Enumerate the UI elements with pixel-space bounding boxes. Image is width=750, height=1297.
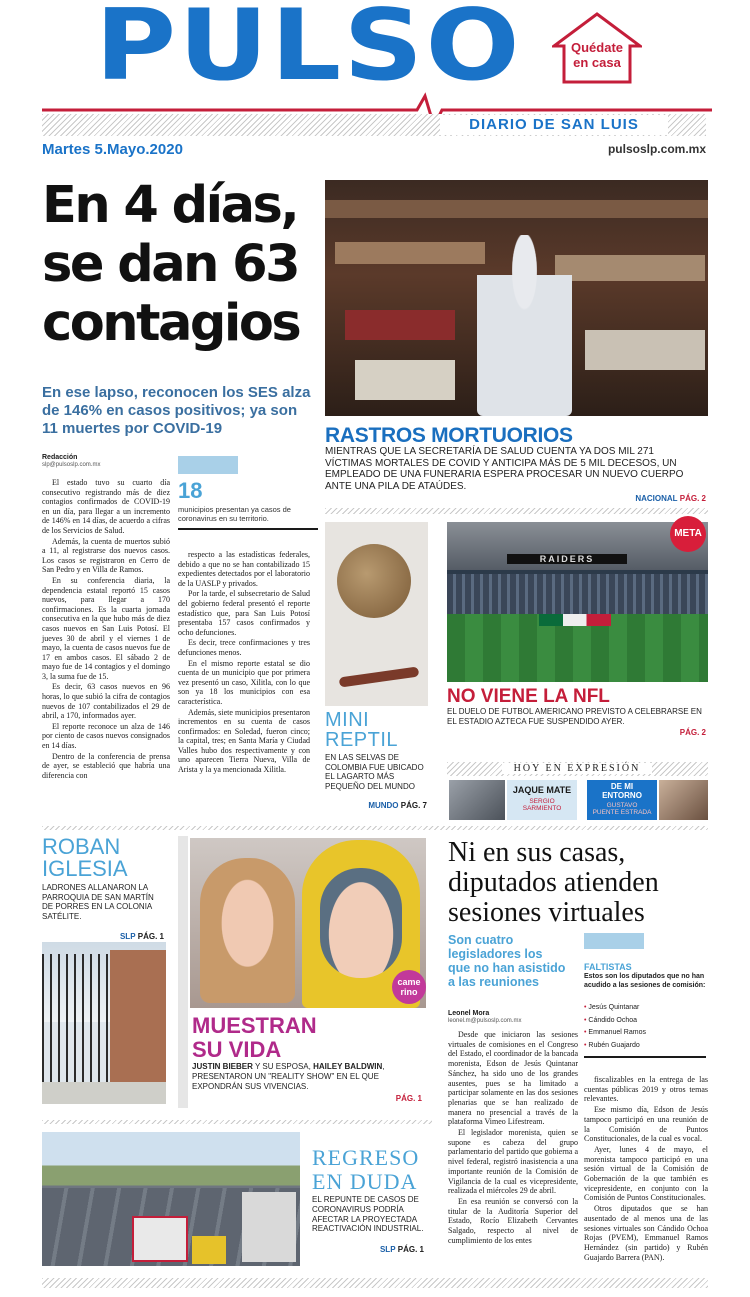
reptil-photo <box>325 522 428 706</box>
paragraph: El reporte reconoce un alza de 146 por ciento de casos nuevos consignados en 14 días. <box>42 721 170 751</box>
paragraph: El legislador morenista, quien se supone es cabeza del grupo parlamentario del partido que gobierna a nivel federal, registró inasistencia a una importante reunión de la Comisión de Vigilancia de la cual es vicepresidente, realizada el miércoles 29 de abril. <box>448 1128 578 1196</box>
rastros-title: RASTROS MORTUORIOS <box>325 424 573 447</box>
item-author: SARMIENTO <box>522 805 562 812</box>
nfl-page-ref[interactable] <box>600 728 706 737</box>
bus <box>192 1236 226 1264</box>
reptil-title-2: REPTIL <box>325 729 399 751</box>
regreso-page-ref[interactable] <box>312 1245 424 1254</box>
truck <box>132 1216 188 1262</box>
paragraph: En su conferencia diaria, la dependencia estatal reportó 15 casos nuevos, para llegar a 170 confirmaciones. Es la cuarta jornada consecutiva en la que hubo más de diez casos nuevos en San Luis Potosí. El jueves 30 de abril y el viernes 1 de mayo, la cuenta de casos nuevos fue de 17 en ambos casos. El sábado 2 de mayo fue de 14 contagios y el domingo 3, la suma fue de 15. <box>42 575 170 681</box>
faltista-item: • Cándido Ochoa <box>584 1016 638 1024</box>
diputados-deck: Son cuatro legisladores los que no han asistido a las reuniones <box>448 933 566 989</box>
man-face <box>320 868 402 978</box>
meta-badge: META <box>670 516 706 552</box>
vida-page-ref[interactable] <box>320 1094 422 1103</box>
lead-stat-text: municipios presentan ya casos de coronavirus en su territorio. <box>178 505 291 523</box>
faltista-name: Jesús Quintanar <box>588 1004 640 1011</box>
faltista-name: Emmanuel Ramos <box>588 1029 646 1036</box>
page-label: PÁG. 1 <box>397 1245 424 1254</box>
paragraph: Ese mismo día, Edson de Jesús tampoco participó en una reunión de la Comisión de Puntos Constitucionales, de la cual es vocal. <box>584 1105 708 1144</box>
lead-deck: En ese lapso, reconocen los SES alza de 146% en casos positivos; ya son 11 muertes por COVID-19 <box>42 384 311 437</box>
vida-title-2: SU VIDA <box>192 1037 282 1062</box>
nfl-title: NO VIENE LA NFL <box>447 686 610 707</box>
paragraph: Dentro de la conferencia de prensa de ayer, se estableció que habría una diferencia con <box>42 751 170 780</box>
iglesia-text: LADRONES ALLANARON LA PARROQUIA DE SAN MARTÍN DE PORRES EN LA COLONIA SATÉLITE. <box>42 883 154 921</box>
faltista-name: Cándido Ochoa <box>588 1016 638 1024</box>
lead-stat-bar <box>178 456 238 474</box>
diputados-byline-email: leonel.m@pulsoslp.com.mx <box>448 1018 522 1024</box>
lead-stat-number: 18 <box>178 478 203 503</box>
diputados-headline: Ni en sus casas, diputados atienden sesiones virtuales <box>448 837 659 928</box>
section-label: SLP <box>119 932 136 941</box>
paragraph: En esa reunión se conversó con la titular de la Auditoría Superior del Estado, Rocío Elizabeth Cervantes Salgado, respecto al nivel de cumplimiento de los entes <box>448 1196 578 1245</box>
iglesia-page-ref[interactable] <box>42 932 164 941</box>
faltista-item: • Rubén Guajardo <box>584 1041 640 1049</box>
iron-gate <box>42 954 112 1084</box>
text-fragment: Y SU ESPOSA, <box>252 1062 314 1071</box>
expresion-item-1[interactable] <box>507 780 577 820</box>
lead-stat-rule <box>178 528 318 530</box>
expresion-box <box>447 762 708 822</box>
divider <box>42 1120 432 1124</box>
expresion-item-2[interactable] <box>587 780 657 820</box>
text-name: HAILEY BALDWIN <box>313 1062 383 1071</box>
lead-byline-email: slp@pulsoslp.com.mx <box>42 462 101 468</box>
nfl-photo <box>447 522 708 682</box>
regreso-title-2: EN DUDA <box>312 1169 418 1194</box>
regreso-title-1: REGRESO <box>312 1145 420 1170</box>
coin <box>337 544 411 618</box>
trailer <box>242 1192 296 1262</box>
masthead-subtitle: DIARIO DE SAN LUIS <box>440 115 668 135</box>
badge-line2: rino <box>400 987 418 997</box>
faltistas-bar <box>584 933 644 949</box>
faltista-name: Rubén Guajardo <box>588 1041 640 1049</box>
rastros-page-ref[interactable] <box>540 494 706 503</box>
item-title: ENTORNO <box>602 791 642 800</box>
page-label: PÁG. 1 <box>395 1094 422 1103</box>
rastros-text: MIENTRAS QUE LA SECRETARÍA DE SALUD CUENTA YA DOS MIL 271 VÍCTIMAS MORTALES DE COVID Y ANTICIPA MÁS DE 5 MIL DECESOS, UN EMPLEADO DE UNA FUNERARIA ESPERA PROCESAR UN NUEVO CUERPO ANTE UNA PILA DE ATAÚDES. <box>325 446 684 492</box>
faltistas-intro: Estos son los diputados que no han acudido a las sesiones de comisión: <box>584 973 706 989</box>
item-author: PUENTE ESTRADA <box>592 809 652 816</box>
person-figure <box>477 235 572 416</box>
paragraph: Además, la cuenta de muertos subió a 11, al registrarse dos nuevos casos. Los casos se registraron en Cerro de San Pedro y en Villa de Ramos. <box>42 536 170 575</box>
text-fragment: , PRESENTARON UN "REALITY SHOW" EN EL QUE EXPONDRÁN SUS VIVENCIAS. <box>192 1062 385 1091</box>
woman-face <box>200 858 295 1003</box>
page-label: PÁG. 2 <box>679 728 706 737</box>
vida-photo <box>190 838 426 1008</box>
paragraph: En el mismo reporte estatal se dio cuenta de un municipio que por primera vez presentó un caso, Xilitla, con lo que son ya 18 los municipios con esa característica. <box>178 658 310 706</box>
iglesia-photo <box>42 942 166 1104</box>
reptil-text: EN LAS SELVAS DE COLOMBIA FUE UBICADO EL LAGARTO MÁS PEQUEÑO DEL MUNDO <box>325 753 424 791</box>
house-badge <box>552 12 642 84</box>
paragraph: Desde que iniciaron las sesiones virtuales de comisiones en el Congreso del Estado, el coordinador de la bancada morenista, Edson de Jesús Quintanar Sánchez, ha sido uno de los grandes ausentes, pues se ha limitado a participar solamente en las dos sesiones plenarias que se han realizado de manera no presencial a través de la plataforma Vimeo Lifestream. <box>448 1030 578 1127</box>
page-label: PÁG. 7 <box>400 801 427 810</box>
section-label: SLP <box>379 1245 396 1254</box>
section-label: MUNDO <box>368 801 399 810</box>
faltistas-title: FALTISTAS <box>584 962 632 972</box>
divider <box>325 508 708 514</box>
divider <box>42 826 708 830</box>
lead-headline: En 4 días, se dan 63 contagios <box>42 176 300 353</box>
vida-text <box>192 1062 422 1092</box>
item-author: GUSTAVO <box>606 802 638 809</box>
section-label: NACIONAL <box>635 494 678 503</box>
paragraph: fiscalizables en la entrega de las cuentas públicas 2019 y otros temas relevantes. <box>584 1075 708 1104</box>
regreso-text: EL REPUNTE DE CASOS DE CORONAVIRUS PODRÍA AFECTAR LA PROYECTADA REACTIVACIÓN INDUSTRIAL. <box>312 1195 424 1234</box>
paragraph: El estado tuvo su cuarto día consecutivo registrando más de diez contagios confirmados de COVID-19 en un día, para llegar a un incremento de 146% en 14 días, de acuerdo a cifras de los Servicios de Salud. <box>42 478 170 535</box>
paragraph: Otros diputados que se han ausentado de al menos una de las sesiones virtuales son Cándido Ochoa Rojas (PVEM), Emmanuel Ramos Hernández (sin partido) y Rubén Guajardo Barrera (PAN). <box>584 1204 708 1262</box>
faltista-item: • Jesús Quintanar <box>584 1004 640 1011</box>
item-author: SERGIO <box>529 798 555 805</box>
stadium-sign: RAIDERS <box>507 554 627 564</box>
vida-title-1: MUESTRAN <box>192 1013 317 1038</box>
site-link[interactable]: pulsoslp.com.mx <box>607 142 706 156</box>
paragraph: respecto a las estadísticas federales, debido a que no se han contabilizado 15 expedientes detectados por el laboratorio de la UASLP y privados. <box>178 550 310 588</box>
lead-col-1 <box>42 478 170 781</box>
rastros-photo <box>325 180 708 416</box>
iglesia-title-1: ROBAN <box>42 834 121 859</box>
badge-line2: en casa <box>573 55 621 70</box>
masthead-logo: PULSO <box>95 0 522 103</box>
paragraph: Es decir, trece confirmaciones y tres defunciones menos. <box>178 638 310 657</box>
paragraph: Ayer, lunes 4 de mayo, el morenista tampoco participó en una sesión virtual de la Comisión de Gobernación de la que también es vicepresidente, en conjunto con la Comisión de Puntos Constitucionales. <box>584 1144 708 1203</box>
columnist-photo-1 <box>449 780 505 820</box>
masthead <box>0 0 750 165</box>
badge-line1: Quédate <box>570 40 623 55</box>
page-label: PÁG. 1 <box>137 932 164 941</box>
badge-line1: came <box>397 977 421 987</box>
item-title: DE MI <box>610 782 634 791</box>
diputados-byline: Leonel Mora <box>448 1010 490 1017</box>
regreso-photo <box>42 1132 300 1266</box>
footer-rule <box>42 1278 708 1288</box>
camerino-badge <box>392 970 426 1004</box>
expresion-label: HOY EN EXPRESIÓN <box>502 763 652 774</box>
lead-byline: Redacción <box>42 454 78 461</box>
diputados-col-1 <box>448 1030 578 1246</box>
reptil-title-1: MINI <box>325 709 370 731</box>
paragraph: Es decir, 63 casos nuevos en 96 horas, lo que subió la cifra de contagios nuevos de 107 contabilizados el 29 de abril, a 170, informados ayer. <box>42 682 170 721</box>
nfl-text: EL DUELO DE FUTBOL AMERICANO PREVISTO A CELEBRARSE EN EL ESTADIO AZTECA FUE SUSPENDIDO AYER. <box>447 707 702 726</box>
faltistas-list <box>584 1002 706 1052</box>
iglesia-title-2: IGLESIA <box>42 856 128 881</box>
paragraph: Por la tarde, el subsecretario de Salud del gobierno federal presentó el reporte estadístico que, para San Luis Potosí presentaba 157 casos confirmados y ocho defunciones. <box>178 589 310 637</box>
faltista-item: • Emmanuel Ramos <box>584 1029 646 1036</box>
paragraph: Además, siete municipios presentaron incrementos en su cuenta de casos confirmados: en Soledad, fueron cinco; la capital, tres; en Santa María y Ciudad Valles hubo dos respectivamente y con uno aparecen Tierra Nueva, Villa de Arista y la ya mencionada Xilitla. <box>178 707 310 775</box>
page-label: PÁG. 2 <box>679 494 706 503</box>
item-title: JAQUE MATE <box>512 785 572 795</box>
lead-col-2 <box>178 550 310 776</box>
columnist-photo-2 <box>659 780 708 820</box>
diputados-col-2 <box>584 1075 708 1263</box>
faltistas-rule <box>584 1056 706 1058</box>
lizard <box>339 666 420 687</box>
church-wall <box>110 950 166 1104</box>
reptil-page-ref[interactable] <box>325 801 427 810</box>
text-name: JUSTIN BIEBER <box>192 1062 253 1071</box>
mexican-flag <box>539 614 611 626</box>
date: Martes 5.Mayo.2020 <box>42 141 183 158</box>
